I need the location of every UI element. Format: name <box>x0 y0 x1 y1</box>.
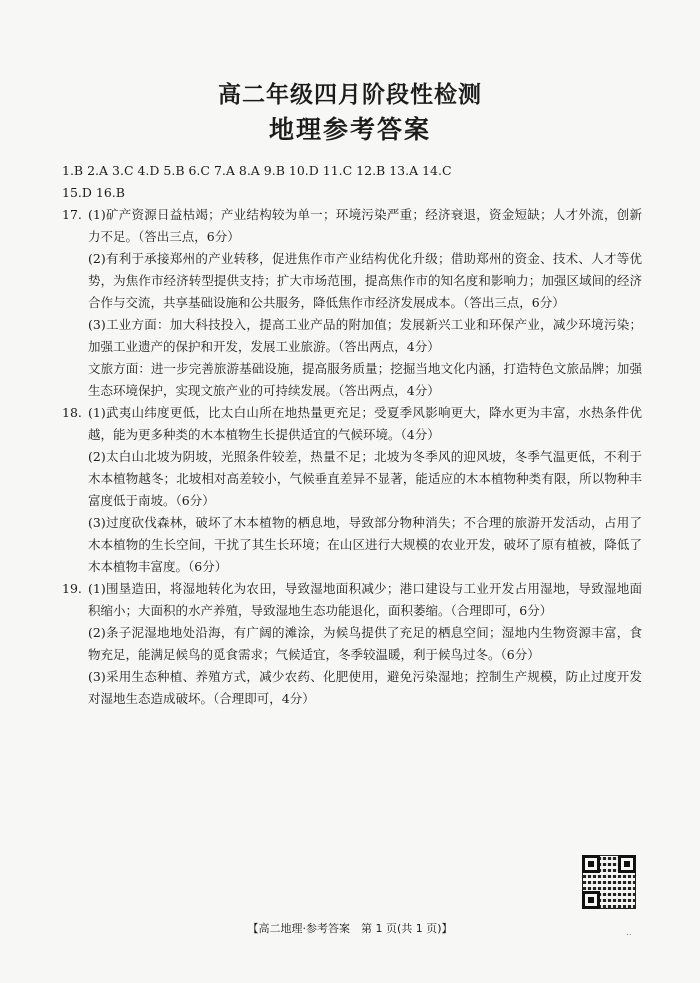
question-17-part-3-culture: 文旅方面：进一步完善旅游基础设施，提高服务质量；挖掘当地文化内涵，打造特色文旅品牌；加强生态环境保护，实现文旅产业的可持续发展。（答出两点，4分） <box>88 361 642 398</box>
question-17-number: 17. <box>62 207 82 222</box>
question-19 <box>62 578 642 622</box>
choice-answers-line-1: 1.B 2.A 3.C 4.D 5.B 6.C 7.A 8.A 9.B 10.D 11.C 12.B 13.A 14.C <box>62 163 452 178</box>
question-18-number: 18. <box>62 405 82 420</box>
document-subtitle: 地理参考答案 <box>268 115 431 144</box>
qr-finder-top-left <box>582 855 600 873</box>
footer-dots: .. <box>626 928 632 938</box>
question-19-part-1: (1)围垦造田，将湿地转化为农田，导致湿地面积减少；港口建设与工业开发占用湿地，导致湿地面积缩小；大面积的水产养殖，导致湿地生态功能退化，面积萎缩。（合理即可，6分） <box>88 581 642 618</box>
qr-finder-top-right <box>618 855 636 873</box>
answer-content <box>62 160 642 710</box>
question-18-part-1: (1)武夷山纬度更低，比太白山所在地热量更充足；受夏季风影响更大，降水更为丰富，水热条件优越，能为更多种类的木本植物生长提供适宜的气候环境。（4分） <box>88 405 642 442</box>
qr-finder-bottom-left <box>582 891 600 909</box>
question-17-part-3: (3)工业方面：加大科技投入，提高工业产品的附加值；发展新兴工业和环保产业，减少环境污染；加强工业遗产的保护和开发，发展工业旅游。（答出两点，4分） <box>88 317 642 354</box>
question-19-part-2: (2)条子泥湿地地处沿海，有广阔的滩涂，为候鸟提供了充足的栖息空间；湿地内生物资源丰富，食物充足，能满足候鸟的觅食需求；气候适宜，冬季较温暖，利于候鸟过冬。（6分） <box>88 625 642 662</box>
question-17-part-1: (1)矿产资源日益枯竭；产业结构较为单一；环境污染严重；经济衰退，资金短缺；人才外流，创新力不足。（答出三点，6分） <box>88 207 642 244</box>
qr-code <box>582 855 636 909</box>
question-18-part-2: (2)太白山北坡为阴坡，光照条件较差，热量不足；北坡为冬季风的迎风坡，冬季气温更低，不利于木本植物越冬；北坡相对高差较小，气候垂直差异不显著，能适应的木本植物种类有限，所以物种丰富度低于南坡。（6分） <box>88 449 642 508</box>
question-18-part-3: (3)过度砍伐森林，破坏了木本植物的栖息地，导致部分物种消失；不合理的旅游开发活动，占用了木本植物的生长空间，干扰了其生长环境；在山区进行大规模的农业开发，破坏了原有植被，降低了木本植物丰富度。（6分） <box>88 515 642 574</box>
question-17 <box>62 204 642 248</box>
question-18 <box>62 402 642 446</box>
question-17-part-2: (2)有利于承接郑州的产业转移，促进焦作市产业结构优化升级；借助郑州的资金、技术、人才等优势，为焦作市经济转型提供支持；扩大市场范围，提高焦作市的知名度和影响力；加强区域间的经济合作与交流，共享基础设施和公共服务，降低焦作市经济发展成本。（答出三点，6分） <box>88 251 642 310</box>
question-19-number: 19. <box>62 581 82 596</box>
choice-answers-line-2: 15.D 16.B <box>62 185 125 200</box>
document-title: 高二年级四月阶段性检测 <box>218 82 482 108</box>
question-19-part-3: (3)采用生态种植、养殖方式，减少农药、化肥使用，避免污染湿地；控制生产规模，防止过度开发对湿地生态造成破坏。（合理即可，4分） <box>88 669 642 706</box>
page-footer: 【高二地理·参考答案 第 1 页(共 1 页)】 <box>247 922 453 935</box>
